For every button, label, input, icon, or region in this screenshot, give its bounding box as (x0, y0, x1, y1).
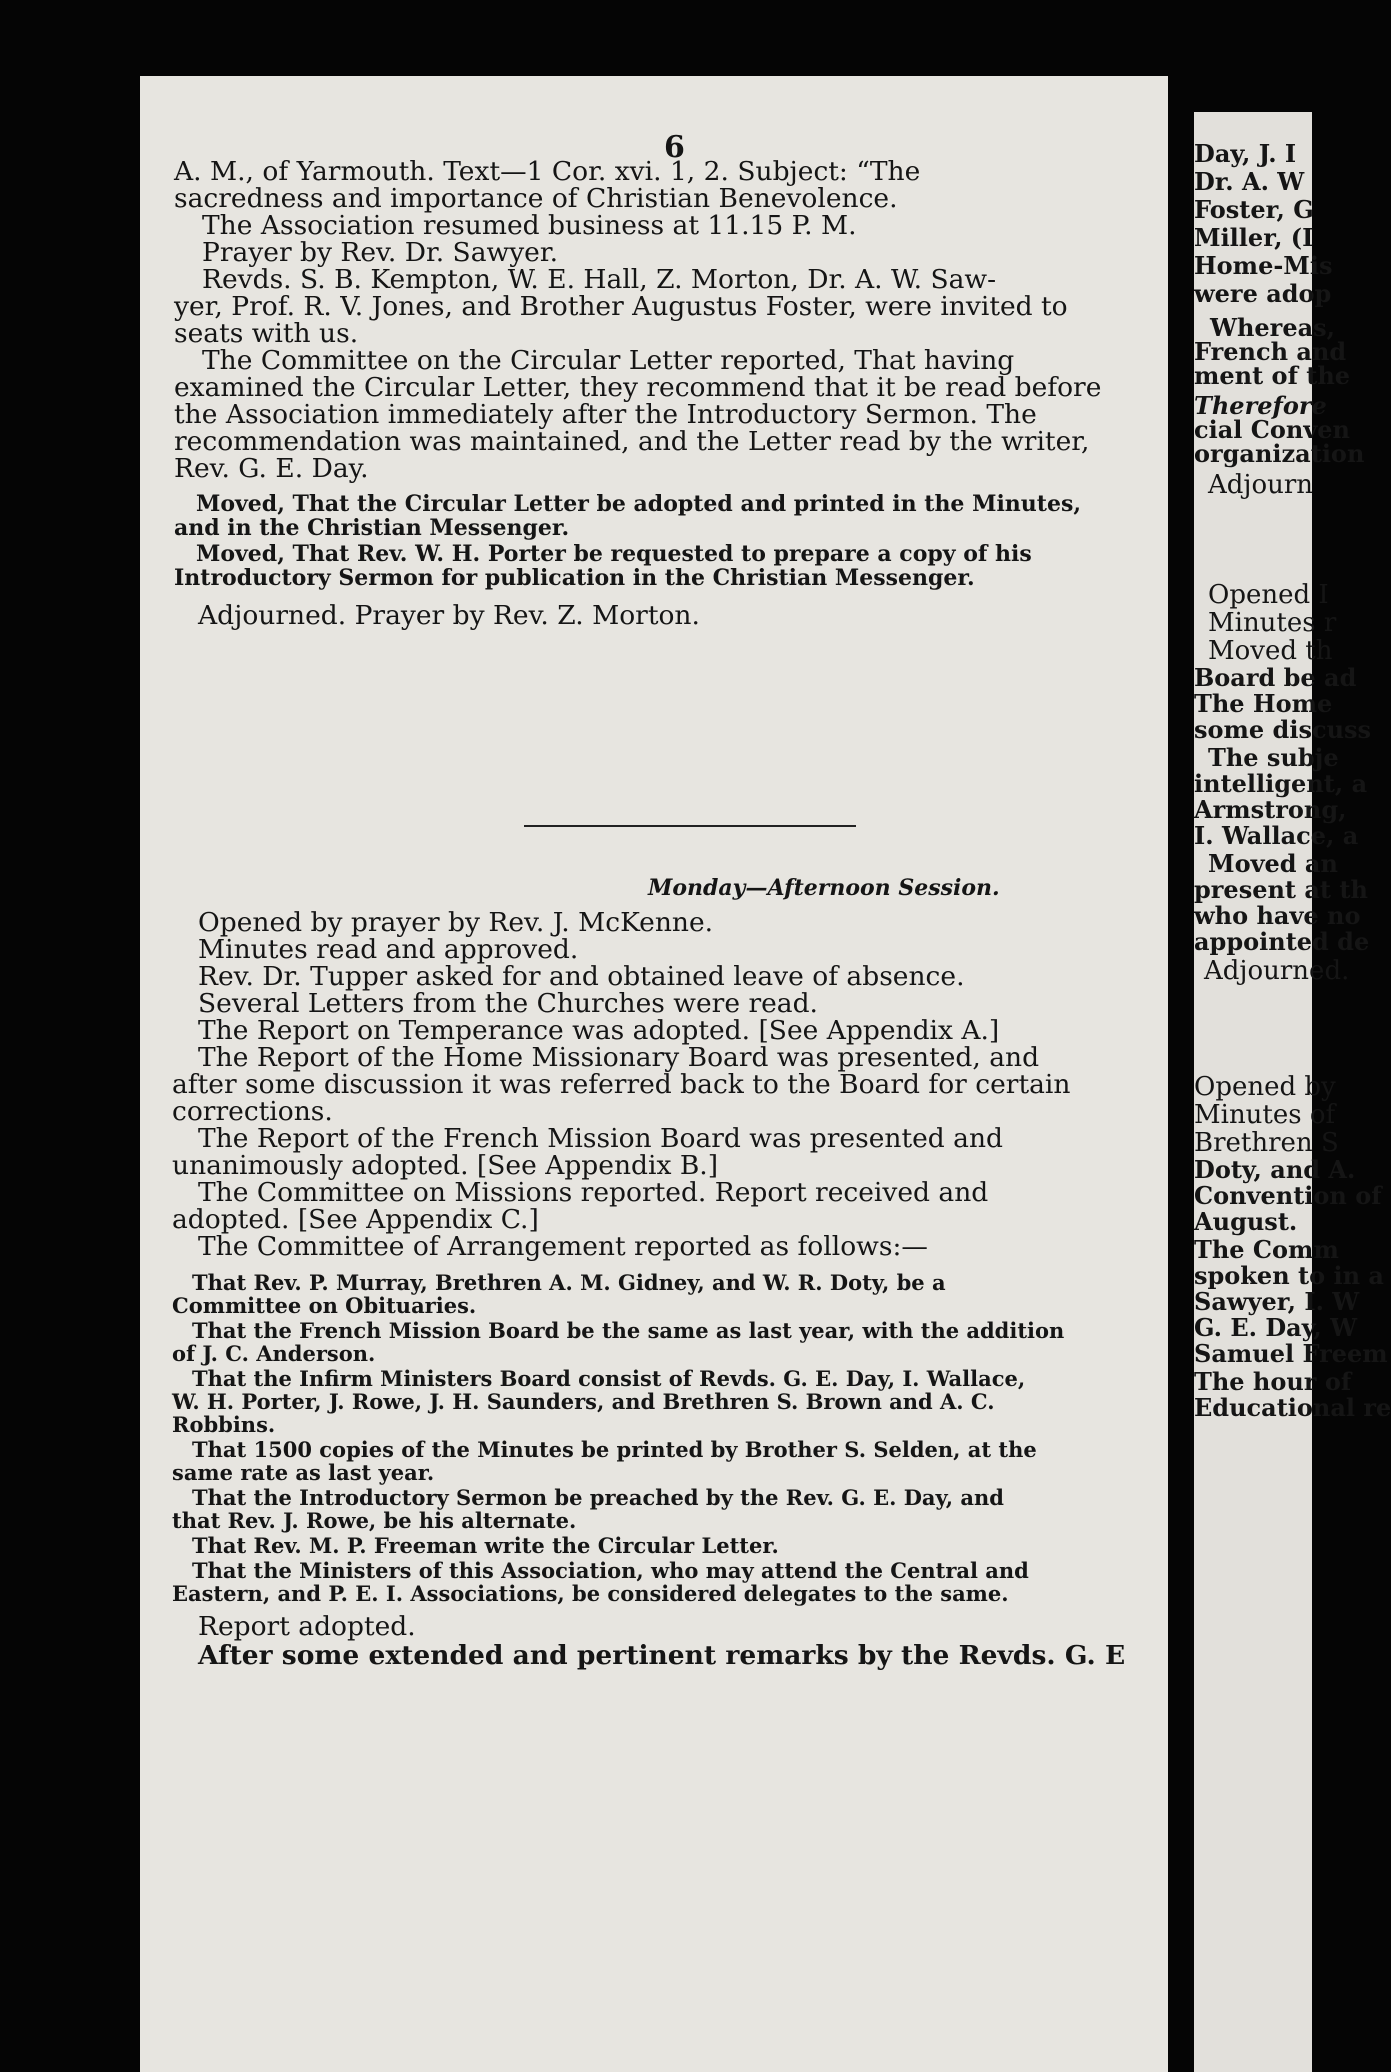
right-page-line: ment of the (1194, 361, 1351, 390)
right-page-line: Board be ad (1194, 663, 1357, 692)
right-page-line: G. E. Day, W (1194, 1313, 1358, 1342)
text-line: The Committee of Arrangement reported as follows:— (198, 1231, 928, 1262)
arrangement-line: Eastern, and P. E. I. Associations, be considered delegates to the same. (172, 1581, 1009, 1606)
text-line: Opened by prayer by Rev. J. McKenne. (198, 907, 714, 938)
right-page-line: Convention of (1194, 1181, 1382, 1210)
right-page-line: Home-Mis (1194, 251, 1333, 280)
arrangement-line: That the Introductory Sermon be preached by the Rev. G. E. Day, and (192, 1485, 1004, 1510)
text-line: Several Letters from the Churches were read. (198, 988, 818, 1019)
right-page-line: Miller, (I (1194, 223, 1314, 252)
text-line: Minutes read and approved. (198, 934, 579, 965)
left-page (140, 76, 1168, 2072)
right-page-line: Adjourn (1208, 470, 1314, 500)
text-line: After some extended and pertinent remarks by the Revds. G. E (198, 1640, 1126, 1671)
arrangement-line: That Rev. P. Murray, Brethren A. M. Gidney, and W. R. Doty, be a (192, 1270, 946, 1295)
arrangement-line: That 1500 copies of the Minutes be printed by Brother S. Selden, at the (192, 1437, 1037, 1462)
text-line: unanimously adopted. [See Appendix B.] (172, 1150, 719, 1181)
motion-line: and in the Christian Messenger. (174, 515, 570, 541)
text-line: after some discussion it was referred back to the Board for certain (172, 1069, 1071, 1100)
right-page-line: Adjourned. (1204, 956, 1350, 986)
right-page-line: Brethren S (1194, 1128, 1339, 1158)
right-page-line: intelligent, a (1194, 769, 1368, 798)
arrangement-line: That Rev. M. P. Freeman write the Circular Letter. (192, 1533, 779, 1558)
right-page-line: Moved an (1208, 849, 1338, 878)
text-line: The Report of the Home Missionary Board was presented, and (198, 1042, 1040, 1073)
arrangement-line: W. H. Porter, J. Rowe, J. H. Saunders, and Brethren S. Brown and A. C. (172, 1389, 995, 1414)
right-page-line: cial Conven (1194, 415, 1350, 444)
right-page-line: who have no (1194, 901, 1361, 930)
right-page-line: French and (1194, 337, 1347, 366)
right-page-line: Foster, G (1194, 195, 1314, 224)
arrangement-line: That the French Mission Board be the same as last year, with the addition (192, 1318, 1065, 1343)
text-line: Rev. G. E. Day. (174, 453, 369, 484)
text-line: The Report of the French Mission Board was presented and (198, 1123, 1004, 1154)
text-line: examined the Circular Letter, they recommend that it be read before (174, 372, 1102, 403)
right-page-line: were adop (1194, 279, 1332, 308)
right-page-line: Doty, and A. (1194, 1155, 1356, 1184)
adjourned-line: Adjourned. Prayer by Rev. Z. Morton. (198, 600, 700, 631)
text-line: A. M., of Yarmouth. Text—1 Cor. xvi. 1, 2. Subject: “The (174, 156, 921, 187)
right-page-line: I. Wallace, a (1194, 821, 1359, 850)
right-page-line: Educational re (1194, 1393, 1391, 1422)
text-line: Rev. Dr. Tupper asked for and obtained leave of absence. (198, 961, 965, 992)
right-page-line: appointed de (1194, 927, 1370, 956)
text-line: Report adopted. (198, 1611, 416, 1642)
right-page-line: Minutes r (1208, 608, 1337, 638)
text-line: The Committee on the Circular Letter reported, That having (202, 345, 1015, 376)
section-rule (524, 825, 856, 827)
text-line: Revds. S. B. Kempton, W. E. Hall, Z. Morton, Dr. A. W. Saw- (202, 264, 997, 295)
arrangement-line: of J. C. Anderson. (172, 1341, 376, 1366)
right-page (1194, 112, 1391, 2072)
arrangement-line: That the Ministers of this Association, who may attend the Central and (192, 1558, 1029, 1583)
text-line: sacredness and importance of Christian Benevolence. (174, 183, 898, 214)
text-line: adopted. [See Appendix C.] (172, 1204, 539, 1235)
arrangement-line: that Rev. J. Rowe, be his alternate. (172, 1508, 577, 1533)
right-page-line: Armstrong, (1194, 795, 1347, 824)
session-heading: Monday—Afternoon Session. (648, 875, 1000, 901)
text-line: Prayer by Rev. Dr. Sawyer. (202, 237, 559, 268)
text-line: The Association resumed business at 11.15 P. M. (202, 210, 857, 241)
text-line: recommendation was maintained, and the Letter read by the writer, (174, 426, 1090, 457)
motion-line: Moved, That the Circular Letter be adopted and printed in the Minutes, (196, 491, 1081, 517)
arrangement-line: Robbins. (172, 1412, 276, 1437)
right-page-line: The Home (1194, 689, 1333, 718)
right-page-line: organization (1194, 439, 1365, 468)
right-page-line: present at th (1194, 875, 1368, 904)
right-page-line: some discuss (1194, 715, 1372, 744)
right-page-line: Dr. A. W (1194, 167, 1305, 196)
right-page-line: Therefore (1194, 391, 1327, 420)
right-page-line: Minutes of (1194, 1100, 1336, 1130)
right-page-line: Samuel Freem (1194, 1339, 1388, 1368)
right-page-line: spoken to in a (1194, 1261, 1384, 1290)
right-page-line: Sawyer, I. W (1194, 1287, 1360, 1316)
text-line: corrections. (172, 1096, 333, 1127)
right-page-line: Opened by (1194, 1072, 1336, 1102)
arrangement-line: That the Infirm Ministers Board consist of Revds. G. E. Day, I. Wallace, (192, 1366, 1026, 1391)
right-page-line: Whereas, (1210, 313, 1336, 342)
arrangement-line: Committee on Obituaries. (172, 1293, 477, 1318)
right-page-line: August. (1194, 1207, 1298, 1236)
right-page-line: The Comm (1194, 1235, 1339, 1264)
right-page-line: The subje (1208, 743, 1339, 772)
page-number: 6 (664, 130, 685, 165)
motion-line: Moved, That Rev. W. H. Porter be requested to prepare a copy of his (196, 541, 1032, 567)
right-page-line: The hour of (1194, 1367, 1352, 1396)
right-page-line: Day, J. I (1194, 139, 1297, 168)
right-page-line: Opened I (1208, 580, 1329, 610)
text-line: seats with us. (174, 318, 359, 349)
arrangement-line: same rate as last year. (172, 1460, 435, 1485)
text-line: The Committee on Missions reported. Report received and (198, 1177, 989, 1208)
motion-line: Introductory Sermon for publication in the Christian Messenger. (174, 565, 975, 591)
right-page-line: Moved th (1208, 636, 1333, 666)
text-line: yer, Prof. R. V. Jones, and Brother Augustus Foster, were invited to (174, 291, 1068, 322)
text-line: The Report on Temperance was adopted. [See Appendix A.] (198, 1015, 1000, 1046)
text-line: the Association immediately after the Introductory Sermon. The (174, 399, 1037, 430)
